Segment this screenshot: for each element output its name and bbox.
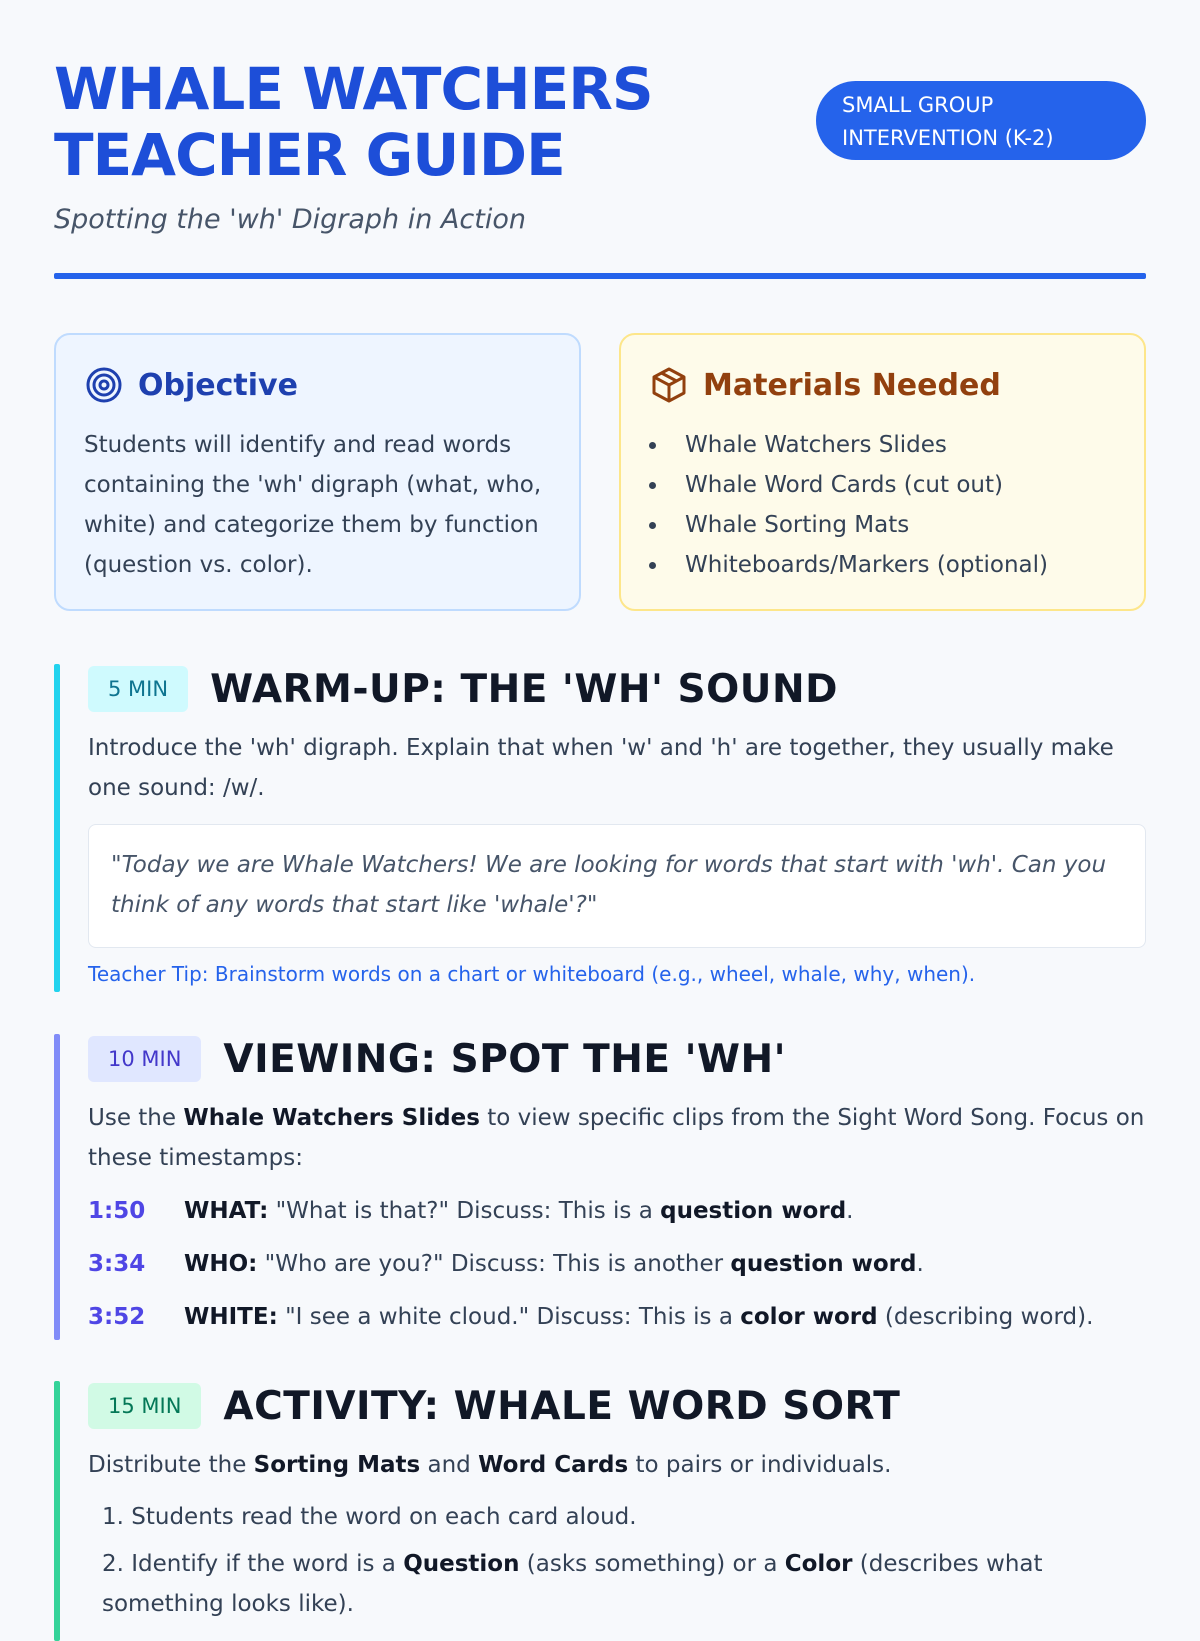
timestamp: 1:50	[88, 1197, 146, 1224]
materials-title: Materials Needed	[703, 367, 1001, 403]
list-item: Whale Word Cards (cut out)	[649, 465, 1116, 505]
time-badge: 5 MIN	[88, 666, 188, 712]
objective-header	[84, 365, 551, 405]
list-item: Whale Sorting Mats	[649, 505, 1116, 545]
grade-badge	[816, 81, 1146, 160]
activity-section	[54, 1381, 1146, 1641]
warmup-text: Introduce the 'wh' digraph. Explain that when 'w' and 'h' are together, they usually make one sound: /w/.	[88, 735, 1114, 801]
page-subtitle: Spotting the 'wh' Digraph in Action	[54, 204, 526, 235]
badge-line-2: INTERVENTION (K-2)	[842, 126, 1054, 150]
page-title	[54, 56, 774, 188]
warmup-header	[88, 664, 1146, 714]
materials-list	[649, 425, 1116, 585]
section-accent-bar	[54, 664, 60, 992]
target-icon	[84, 365, 124, 405]
timestamp-row: 1:50 WHAT: "What is that?" Discuss: This is a question word.	[88, 1197, 854, 1224]
list-item: Whale Watchers Slides	[649, 425, 1116, 465]
materials-header	[649, 365, 1116, 405]
box-icon	[649, 365, 689, 405]
objective-text: Students will identify and read words containing the 'wh' digraph (what, who, white) and categorize them by function (question vs. color).	[84, 432, 542, 578]
list-item: Whiteboards/Markers (optional)	[649, 545, 1116, 585]
badge-line-1: SMALL GROUP	[842, 93, 994, 117]
title-line-1: WHALE WATCHERS	[54, 55, 653, 123]
section-title: ACTIVITY: WHALE WORD SORT	[223, 1383, 901, 1429]
time-badge: 15 MIN	[88, 1383, 201, 1429]
teacher-tip: Teacher Tip: Brainstorm words on a chart or whiteboard (e.g., wheel, whale, why, when).	[88, 962, 976, 986]
objective-card	[54, 333, 581, 611]
section-accent-bar	[54, 1381, 60, 1641]
info-cards	[54, 333, 1146, 611]
objective-title: Objective	[138, 367, 298, 403]
warmup-section	[54, 664, 1146, 992]
section-accent-bar	[54, 1034, 60, 1340]
timestamp-row: 3:52 WHITE: "I see a white cloud." Discuss: This is a color word (describing word).	[88, 1303, 1094, 1330]
section-title: VIEWING: SPOT THE 'WH'	[223, 1036, 787, 1082]
section-title: WARM-UP: THE 'WH' SOUND	[210, 666, 838, 712]
teacher-script-quote: "Today we are Whale Watchers! We are looking for words that start with 'wh'. Can you think of any words that start like 'whale'?"	[88, 824, 1146, 948]
time-badge: 10 MIN	[88, 1036, 201, 1082]
timestamp-list	[88, 1184, 1146, 1343]
header-divider	[54, 273, 1146, 279]
timestamp: 3:34	[88, 1250, 146, 1277]
list-item: 2. Identify if the word is a Question (asks something) or a Color (describes what something looks like).	[102, 1551, 1043, 1617]
materials-card	[619, 333, 1146, 611]
activity-text: Distribute the Sorting Mats and Word Cards to pairs or individuals.	[88, 1452, 892, 1478]
timestamp: 3:52	[88, 1303, 146, 1330]
list-item: 1. Students read the word on each card aloud.	[102, 1504, 637, 1530]
timestamp-row: 3:34 WHO: "Who are you?" Discuss: This is another question word.	[88, 1250, 924, 1277]
activity-header	[88, 1381, 1146, 1431]
viewing-text: Use the Whale Watchers Slides to view specific clips from the Sight Word Song. Focus on these timestamps:	[88, 1105, 1145, 1171]
header	[54, 0, 1146, 282]
viewing-section	[54, 1034, 1146, 1340]
activity-steps	[88, 1497, 1146, 1624]
viewing-header	[88, 1034, 1146, 1084]
title-line-2: TEACHER GUIDE	[54, 121, 565, 189]
